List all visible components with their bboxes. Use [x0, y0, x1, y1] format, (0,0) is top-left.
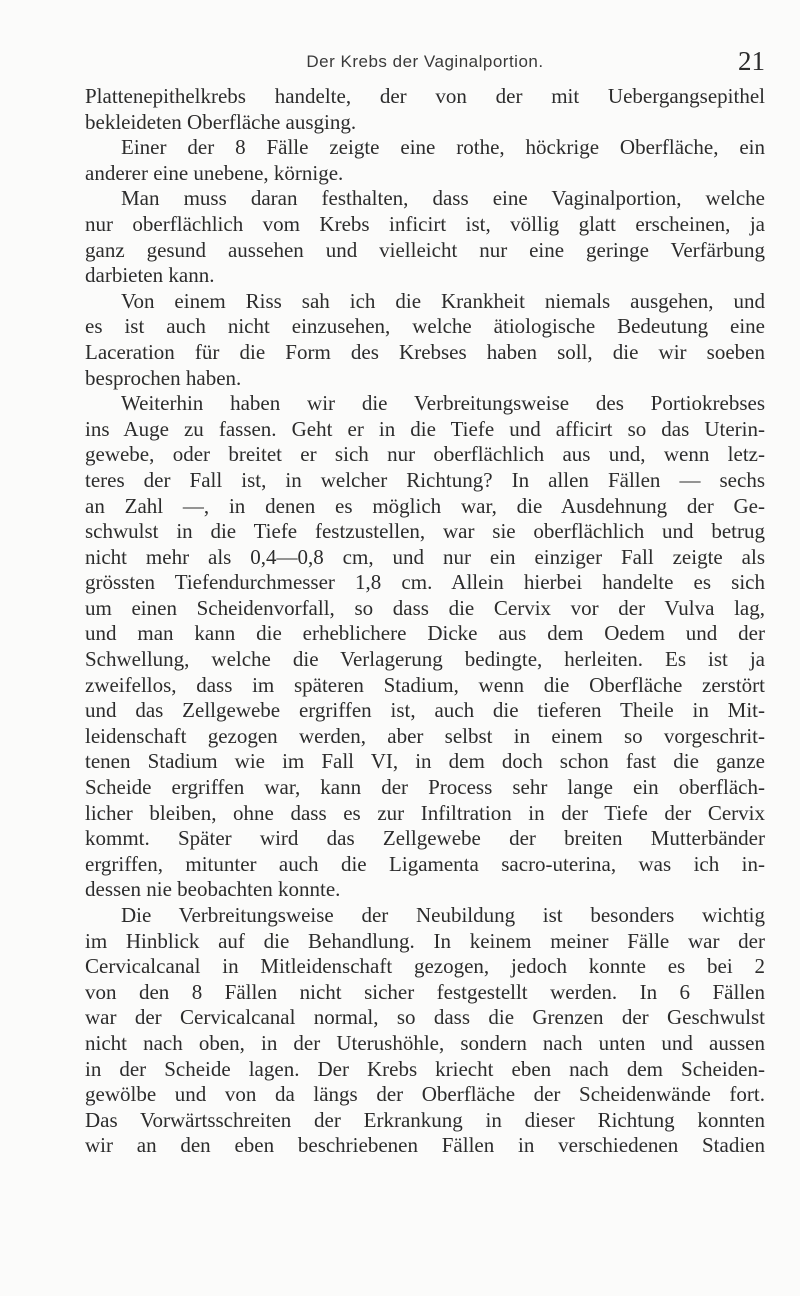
text-line: dessen nie beobachten konnte.	[85, 877, 341, 902]
text-line: licher bleiben, ohne dass es zur Infiltration in der Tiefe der Cervix	[85, 800, 765, 825]
text-line: ganz gesund aussehen und vielleicht nur eine geringe Verfärbung	[85, 237, 765, 262]
text-line: teres der Fall ist, in welcher Richtung? In allen Fällen — sechs	[85, 467, 765, 492]
text-line: Von einem Riss sah ich die Krankheit niemals ausgehen, und	[121, 288, 765, 313]
text-line: im Hinblick auf die Behandlung. In keinem meiner Fälle war der	[85, 928, 765, 953]
text-line: ins Auge zu fassen. Geht er in die Tiefe und afficirt so das Uterin-	[85, 416, 765, 441]
text-line: Einer der 8 Fälle zeigte eine rothe, höckrige Oberfläche, ein	[121, 135, 765, 160]
body-text	[85, 84, 765, 1159]
text-line: an Zahl —, in denen es möglich war, die Ausdehnung der Ge-	[85, 493, 765, 518]
text-line: besprochen haben.	[85, 365, 242, 390]
text-line: kommt. Später wird das Zellgewebe der breiten Mutterbänder	[85, 826, 765, 851]
text-line: Scheide ergriffen war, kann der Process sehr lange ein oberfläch-	[85, 775, 765, 800]
text-line: zweifellos, dass im späteren Stadium, wenn die Oberfläche zerstört	[85, 672, 765, 697]
text-line: tenen Stadium wie im Fall VI, in dem doch schon fast die ganze	[85, 749, 765, 774]
text-line: es ist auch nicht einzusehen, welche ätiologische Bedeutung eine	[85, 314, 765, 339]
text-line: bekleideten Oberfläche ausging.	[85, 109, 357, 134]
text-line: wir an den eben beschriebenen Fällen in verschiedenen Stadien	[85, 1133, 765, 1158]
text-line: anderer eine unebene, körnige.	[85, 160, 344, 185]
text-line: war der Cervicalcanal normal, so dass die Grenzen der Geschwulst	[85, 1005, 765, 1030]
text-line: gewölbe und von da längs der Oberfläche der Scheidenwände fort.	[85, 1082, 765, 1107]
text-line: und das Zellgewebe ergriffen ist, auch die tieferen Theile in Mit-	[85, 698, 765, 723]
text-line: Schwellung, welche die Verlagerung bedingte, herleiten. Es ist ja	[85, 647, 765, 672]
text-line: nur oberflächlich vom Krebs inficirt ist, völlig glatt erscheinen, ja	[85, 211, 765, 236]
text-line: und man kann die erheblichere Dicke aus dem Oedem und der	[85, 621, 765, 646]
text-line: schwulst in die Tiefe festzustellen, war sie oberflächlich und betrug	[85, 519, 765, 544]
text-line: Das Vorwärtsschreiten der Erkrankung in dieser Richtung konnten	[85, 1107, 765, 1132]
text-line: um einen Scheidenvorfall, so dass die Cervix vor der Vulva lag,	[85, 595, 765, 620]
text-line: nicht nach oben, in der Uterushöhle, sondern nach unten und aussen	[85, 1030, 765, 1055]
text-line: Weiterhin haben wir die Verbreitungsweise des Portiokrebses	[121, 391, 765, 416]
running-title: Der Krebs der Vaginalportion.	[306, 52, 544, 71]
text-line: in der Scheide lagen. Der Krebs kriecht eben nach dem Scheiden-	[85, 1056, 765, 1081]
text-line: Cervicalcanal in Mitleidenschaft gezogen, jedoch konnte es bei 2	[85, 954, 765, 979]
page-number: 21	[738, 46, 765, 76]
text-line: ergriffen, mitunter auch die Ligamenta sacro-uterina, was ich in-	[85, 851, 765, 876]
running-head	[85, 46, 765, 82]
text-line: Die Verbreitungsweise der Neubildung ist besonders wichtig	[121, 903, 765, 927]
text-line: Man muss daran festhalten, dass eine Vaginalportion, welche	[121, 186, 765, 211]
text-line: nicht mehr als 0,4—0,8 cm, und nur ein einziger Fall zeigte als	[85, 544, 765, 569]
text-line: grössten Tiefendurchmesser 1,8 cm. Allein hierbei handelte es sich	[85, 570, 765, 595]
text-line: Plattenepithelkrebs handelte, der von der mit Uebergangsepithel	[85, 84, 765, 108]
text-line: gewebe, oder breitet er sich nur oberflächlich aus und, wenn letz-	[85, 442, 765, 467]
text-line: darbieten kann.	[85, 263, 215, 288]
text-line: leidenschaft gezogen werden, aber selbst in einem so vorgeschrit-	[85, 723, 765, 748]
text-line: Laceration für die Form des Krebses haben soll, die wir soeben	[85, 339, 765, 364]
text-line: von den 8 Fällen nicht sicher festgestellt werden. In 6 Fällen	[85, 979, 765, 1004]
